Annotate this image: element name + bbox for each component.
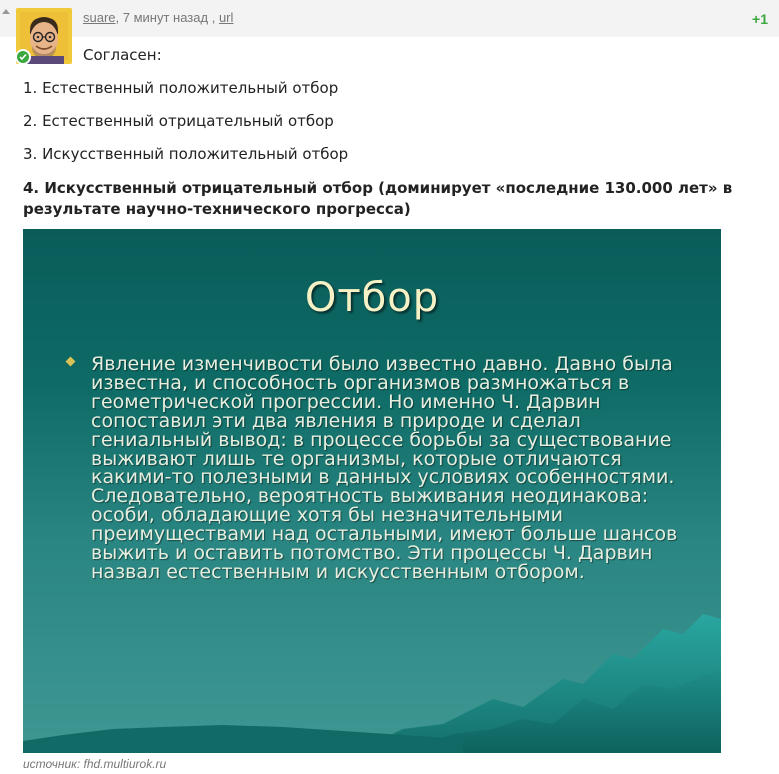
- slide-title: Отбор: [304, 275, 440, 321]
- comment-time: , 7 минут назад ,: [115, 10, 216, 25]
- list-item: 2. Естественный отрицательный отбор: [23, 112, 334, 130]
- agree-text: Согласен:: [83, 46, 162, 64]
- slide-image[interactable]: [23, 229, 721, 753]
- slide-body-text: Явление изменчивости было известно давно. Давно была известна, и способность организмов размножаться в геометрической прогрессии. Но именно Ч. Дарвин сопоставил эти два явления в природе и сделал гениальный вывод: в процессе борьбы за существование выживают лишь те организмы, которые отличаются какими-то полезными в данных условиях особенностями. Следовательно, вероятность выживания неодинакова: особи, обладающие хотя бы незначительными преимуществами над остальными, имеют больше шансов выжить и оставить потомство. Эти процессы Ч. Дарвин назвал естественным и искусственным отбором.: [91, 353, 678, 583]
- bold-list-item: 4. Искусственный отрицательный отбор (доминирует «последние 130.000 лет» в результате научно-технического прогресса): [23, 179, 733, 218]
- comment-url-link[interactable]: url: [218, 10, 234, 25]
- online-status-badge: [15, 49, 31, 65]
- image-source-caption: источник: fhd.multiurok.ru: [23, 757, 167, 771]
- check-icon: [17, 51, 29, 63]
- comment-rating[interactable]: +1: [752, 11, 768, 27]
- author-link[interactable]: suare: [83, 10, 116, 25]
- list-item: 3. Искусственный положительный отбор: [23, 145, 349, 163]
- collapse-arrow-icon[interactable]: [2, 9, 10, 14]
- comment-meta: [83, 10, 233, 25]
- list-item: 1. Естественный положительный отбор: [23, 79, 339, 97]
